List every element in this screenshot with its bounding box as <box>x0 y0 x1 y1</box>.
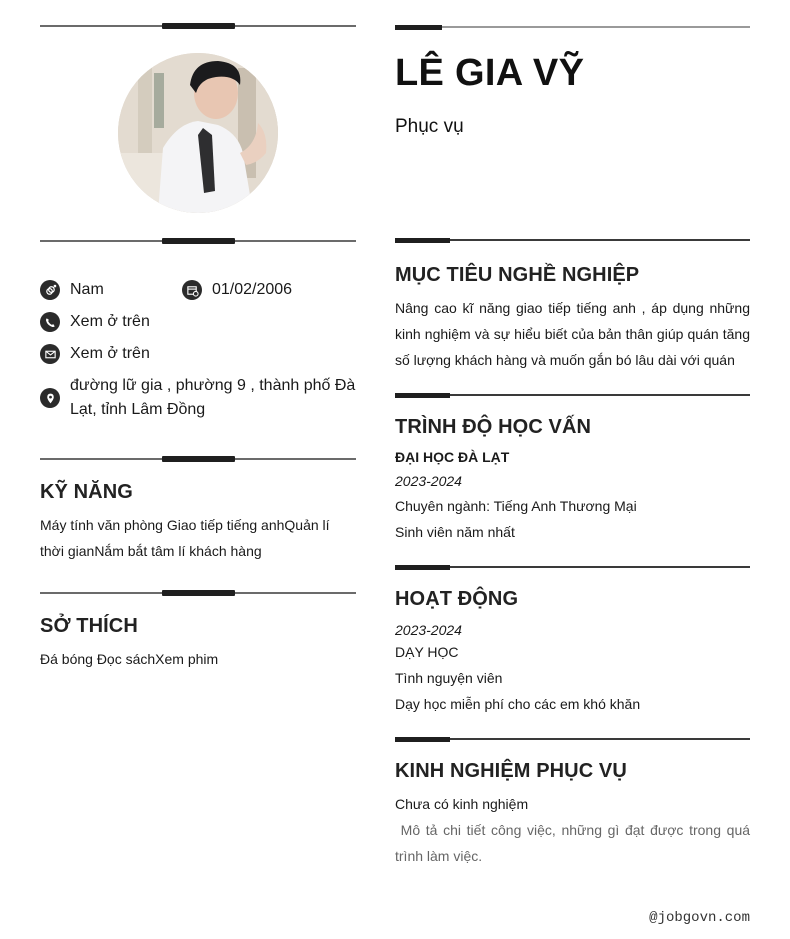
avatar <box>118 53 278 213</box>
divider <box>40 23 356 29</box>
address-row <box>40 374 356 422</box>
education-title: TRÌNH ĐỘ HỌC VẤN <box>395 416 592 438</box>
divider <box>395 565 750 570</box>
email-row <box>40 342 356 366</box>
email-icon <box>40 344 60 364</box>
phone-icon <box>40 312 60 332</box>
divider <box>395 25 750 30</box>
objective-text: Nâng cao kĩ năng giao tiếp tiếng anh , áp dụng những kinh nghiệm và sự hiểu biết của bản thân giúp quán tăng số lượng khách hàng và muốn gắn bó lâu dài với quán <box>395 300 750 368</box>
activities-name: DẠY HỌC <box>395 644 459 660</box>
address-value: đường lữ gia , phường 9 , thành phố Đà Lạt, tỉnh Lâm Đồng <box>70 377 356 418</box>
gender-value: Nam <box>70 281 104 298</box>
education-note: Sinh viên năm nhất <box>395 524 515 540</box>
divider <box>40 238 356 244</box>
activities-role: Tình nguyện viên <box>395 670 503 686</box>
location-icon <box>40 388 60 408</box>
activities-title: HOẠT ĐỘNG <box>395 588 519 610</box>
divider <box>40 456 356 462</box>
calendar-icon <box>182 280 202 300</box>
objective-title: MỤC TIÊU NGHỀ NGHIỆP <box>395 264 640 286</box>
divider <box>395 737 750 742</box>
hobbies-text: Đá bóng Đọc sáchXem phim <box>40 651 219 667</box>
birthday-value: 01/02/2006 <box>212 281 293 298</box>
phone-row <box>40 310 356 334</box>
divider <box>395 393 750 398</box>
profile-photo <box>118 53 278 213</box>
education-period: 2023-2024 <box>395 473 462 489</box>
watermark: @jobgovn.com <box>649 910 750 926</box>
gender-icon <box>40 280 60 300</box>
experience-summary: Chưa có kinh nghiệm <box>395 796 529 812</box>
activities-description: Dạy học miễn phí cho các em khó khăn <box>395 696 641 712</box>
education-school: ĐẠI HỌC ĐÀ LẠT <box>395 449 510 465</box>
education-major: Chuyên ngành: Tiếng Anh Thương Mại <box>395 498 637 514</box>
divider <box>395 238 750 243</box>
email-value: Xem ở trên <box>70 345 150 362</box>
candidate-name: LÊ GIA VỸ <box>395 52 585 94</box>
skills-title: KỸ NĂNG <box>40 481 133 503</box>
divider <box>40 590 356 596</box>
hobbies-title: SỞ THÍCH <box>40 615 138 637</box>
activities-period: 2023-2024 <box>395 622 462 638</box>
candidate-position: Phục vụ <box>395 116 464 137</box>
experience-placeholder: Mô tả chi tiết công việc, những gì đạt được trong quá trình làm việc. <box>395 822 754 864</box>
phone-value: Xem ở trên <box>70 313 150 330</box>
experience-title: KINH NGHIỆM PHỤC VỤ <box>395 760 627 782</box>
birthday-row <box>182 278 356 302</box>
skills-text: Máy tính văn phòng Giao tiếp tiếng anhQuản lí thời gianNắm bắt tâm lí khách hàng <box>40 517 330 559</box>
gender-row <box>40 278 180 302</box>
